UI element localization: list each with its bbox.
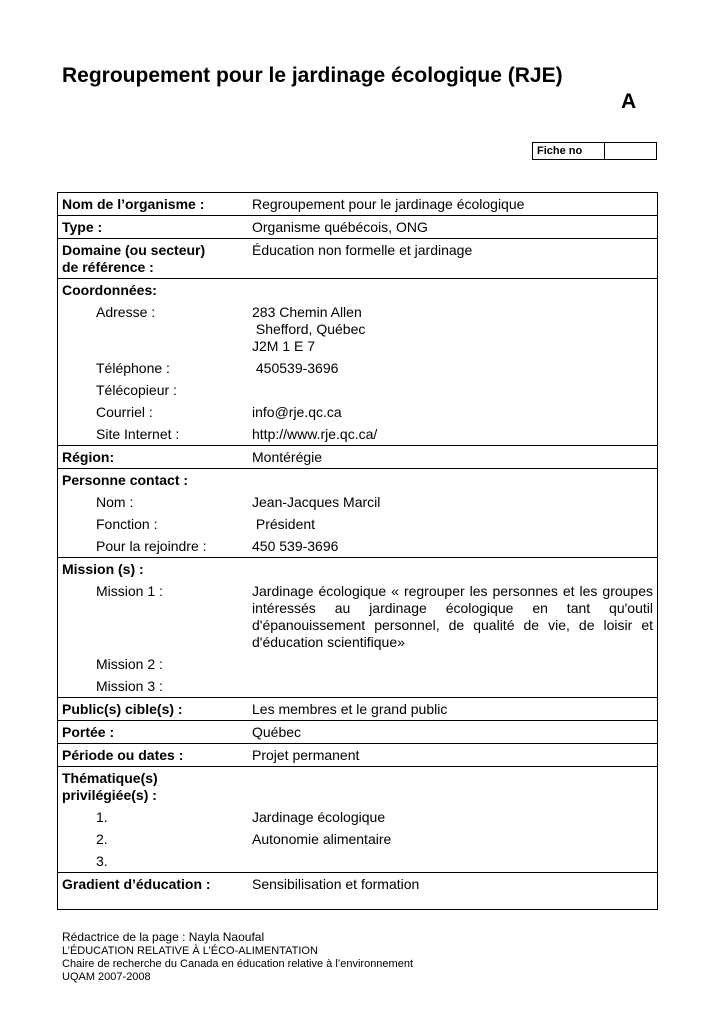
mission-label: Mission (s) : <box>62 561 144 577</box>
telephone-value: 450539-3696 <box>252 360 339 376</box>
domaine-row <box>58 239 657 279</box>
footer-program: L’ÉDUCATION RELATIVE À L’ÉCO-ALIMENTATION <box>62 945 318 957</box>
adresse-label: Adresse : <box>96 304 156 320</box>
type-label: Type : <box>62 219 103 235</box>
nom-value: Regroupement pour le jardinage écologique <box>252 196 525 212</box>
periode-row <box>58 744 657 767</box>
gradient-value: Sensibilisation et formation <box>252 876 420 892</box>
category-letter: A <box>621 90 637 113</box>
portee-label: Portée : <box>62 724 115 740</box>
thematique-section <box>58 767 657 873</box>
publics-label: Public(s) cible(s) : <box>62 701 183 717</box>
periode-value: Projet permanent <box>252 747 360 763</box>
domaine-value: Éducation non formelle et jardinage <box>252 242 473 258</box>
publics-value: Les membres et le grand public <box>252 701 448 717</box>
contact-nom-label: Nom : <box>96 494 134 510</box>
thematique-1-value: Jardinage écologique <box>252 809 386 825</box>
thematique-1-number: 1. <box>96 809 108 825</box>
page-title: Regroupement pour le jardinage écologique (RJE) <box>62 64 563 87</box>
personne-contact-label: Personne contact : <box>62 472 189 488</box>
footer-chair: Chaire de recherche du Canada en éducation relative à l’environnement <box>62 958 414 970</box>
page-footer <box>62 930 413 984</box>
personne-contact-section <box>58 469 657 558</box>
region-value: Montérégie <box>252 449 323 465</box>
domaine-label-1: Domaine (ou secteur) <box>62 242 206 258</box>
rejoindre-label: Pour la rejoindre : <box>96 538 207 554</box>
footer-author: Rédactrice de la page : Nayla Naoufal <box>62 930 265 944</box>
adresse-line-1: 283 Chemin Allen <box>252 304 362 320</box>
fonction-value: Président <box>252 516 316 532</box>
mission-2-label: Mission 2 : <box>96 656 163 672</box>
rejoindre-value: 450 539-3696 <box>252 538 339 554</box>
thematique-2-value: Autonomie alimentaire <box>252 831 392 847</box>
coordonnees-label: Coordonnées: <box>62 282 157 298</box>
domaine-label-2: de référence : <box>62 259 154 275</box>
region-row <box>58 446 657 469</box>
fonction-label: Fonction : <box>96 516 158 532</box>
fiche-number-box <box>532 142 657 160</box>
contact-nom-value: Jean-Jacques Marcil <box>252 494 381 510</box>
type-value: Organisme québécois, ONG <box>252 219 428 235</box>
organization-info-table <box>57 192 658 910</box>
coordonnees-section <box>58 279 657 446</box>
periode-label: Période ou dates : <box>62 747 184 763</box>
footer-year: UQAM 2007-2008 <box>62 971 151 983</box>
thematique-label-1: Thématique(s) <box>62 770 158 786</box>
thematique-3-number: 3. <box>96 853 108 869</box>
fiche-number-value <box>605 143 656 159</box>
fiche-number-label: Fiche no <box>533 143 605 159</box>
mission-3-label: Mission 3 : <box>96 678 163 694</box>
adresse-line-3: J2M 1 E 7 <box>252 338 316 354</box>
nom-row <box>58 193 657 216</box>
site-internet-value: http://www.rje.qc.ca/ <box>252 426 378 442</box>
nom-label: Nom de l’organisme : <box>62 196 205 212</box>
site-internet-label: Site Internet : <box>96 426 180 442</box>
publics-row <box>58 698 657 721</box>
type-row <box>58 216 657 239</box>
thematique-label-2: privilégiée(s) : <box>62 787 157 803</box>
thematique-2-number: 2. <box>96 831 108 847</box>
courriel-label: Courriel : <box>96 404 153 420</box>
gradient-row <box>58 873 657 909</box>
telecopieur-label: Télécopieur : <box>96 382 177 398</box>
telecopieur-value <box>252 382 657 399</box>
adresse-line-2: Shefford, Québec <box>252 321 366 337</box>
mission-section <box>58 558 657 698</box>
region-label: Région: <box>62 449 115 465</box>
portee-value: Québec <box>252 724 302 740</box>
mission-1-label: Mission 1 : <box>96 583 163 599</box>
gradient-label: Gradient d’éducation : <box>62 876 211 892</box>
mission-1-value: Jardinage écologique « regrouper les personnes et les groupes intéressés au jardinage écologique en tant qu'outil d'épanouissement personnel, de qualité de vie, de loisir et d'éducation scientifique» <box>252 583 653 650</box>
portee-row <box>58 721 657 744</box>
telephone-label: Téléphone : <box>96 360 170 376</box>
courriel-value: info@rje.qc.ca <box>252 404 342 420</box>
